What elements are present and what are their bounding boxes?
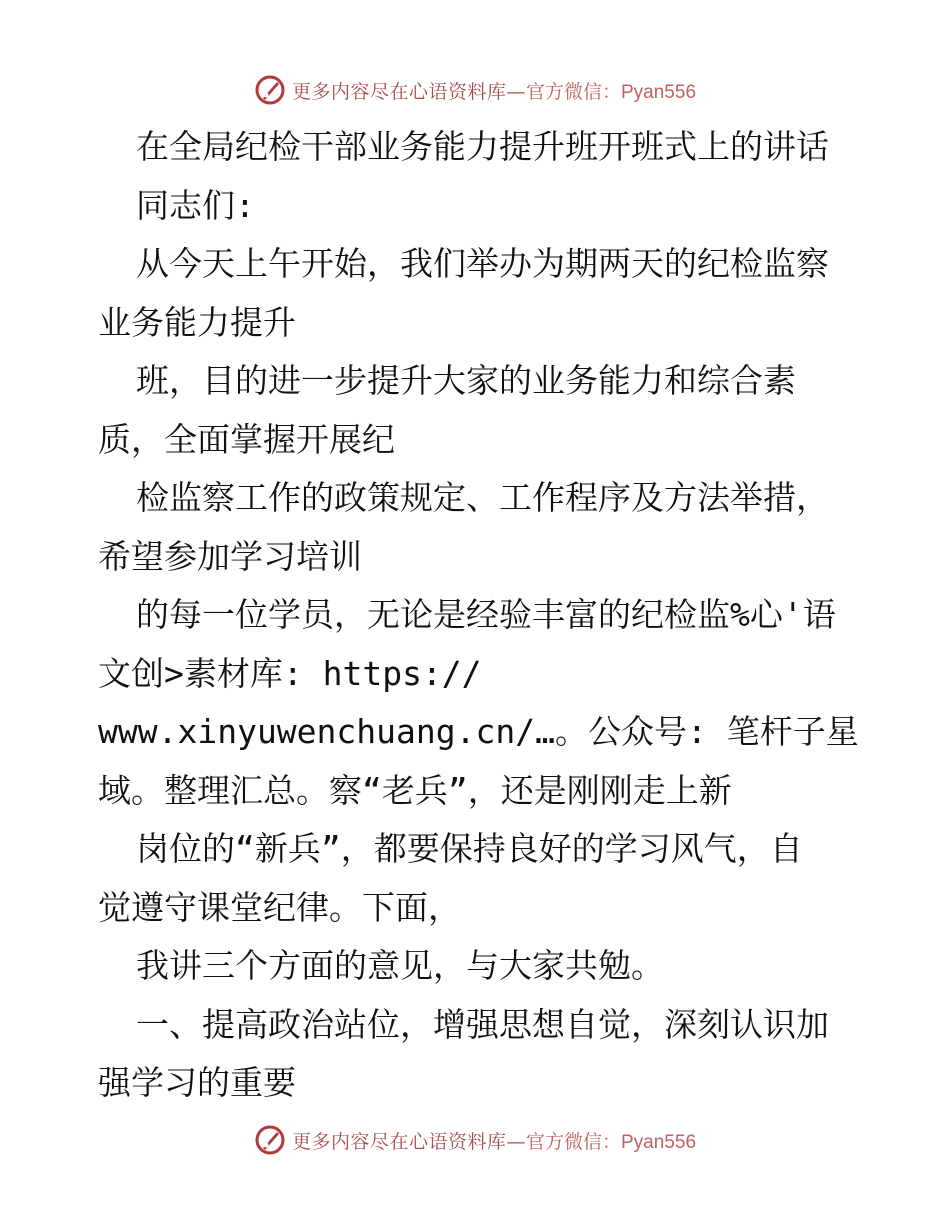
paragraph-line: 质，全面掌握开展纪 [98,419,395,459]
header-wechat-text: 官方微信：Pyan556 [526,81,697,103]
salutation: 同志们: [136,185,255,225]
paragraph-line: 域。整理汇总。察“老兵”，还是刚刚走上新 [98,770,732,810]
paragraph-line: 文创>素材库: https:// [98,653,482,693]
paragraph-line: 岗位的“新兵”，都要保持良好的学习风气，自 [136,829,803,868]
footer-banner [0,1122,950,1158]
document-title: 在全局纪检干部业务能力提升班开班式上的讲话 [136,127,829,166]
paragraph-line: www.xinyuwenchuang.cn/…。公众号: 笔杆子星 [98,712,859,751]
document-body [98,118,868,1113]
header-banner [0,72,950,108]
paragraph-line: 我讲三个方面的意见，与大家共勉。 [136,946,664,985]
section-heading-continued: 强学习的重要 [98,1063,296,1102]
paragraph-line: 的每一位学员，无论是经验丰富的纪检监%心'语 [136,595,836,634]
quill-logo-icon [254,1124,286,1156]
footer-wechat-text: 官方微信：Pyan556 [526,1131,697,1153]
paragraph-line: 从今天上午开始，我们举办为期两天的纪检监察 [136,244,829,283]
paragraph-line: 检监察工作的政策规定、工作程序及方法举措， [136,478,829,517]
paragraph-line: 希望参加学习培训 [98,536,362,576]
paragraph-line: 班，目的进一步提升大家的业务能力和综合素 [136,361,796,400]
section-heading: 一、提高政治站位，增强思想自觉，深刻认识加 [136,1004,829,1044]
paragraph-line: 业务能力提升 [98,302,296,342]
header-brand-text: 更多内容尽在心语资料库— [291,80,526,103]
footer-brand-text: 更多内容尽在心语资料库— [291,1130,526,1153]
paragraph-line: 觉遵守课堂纪律。下面， [98,887,461,927]
quill-logo-icon [254,74,286,106]
